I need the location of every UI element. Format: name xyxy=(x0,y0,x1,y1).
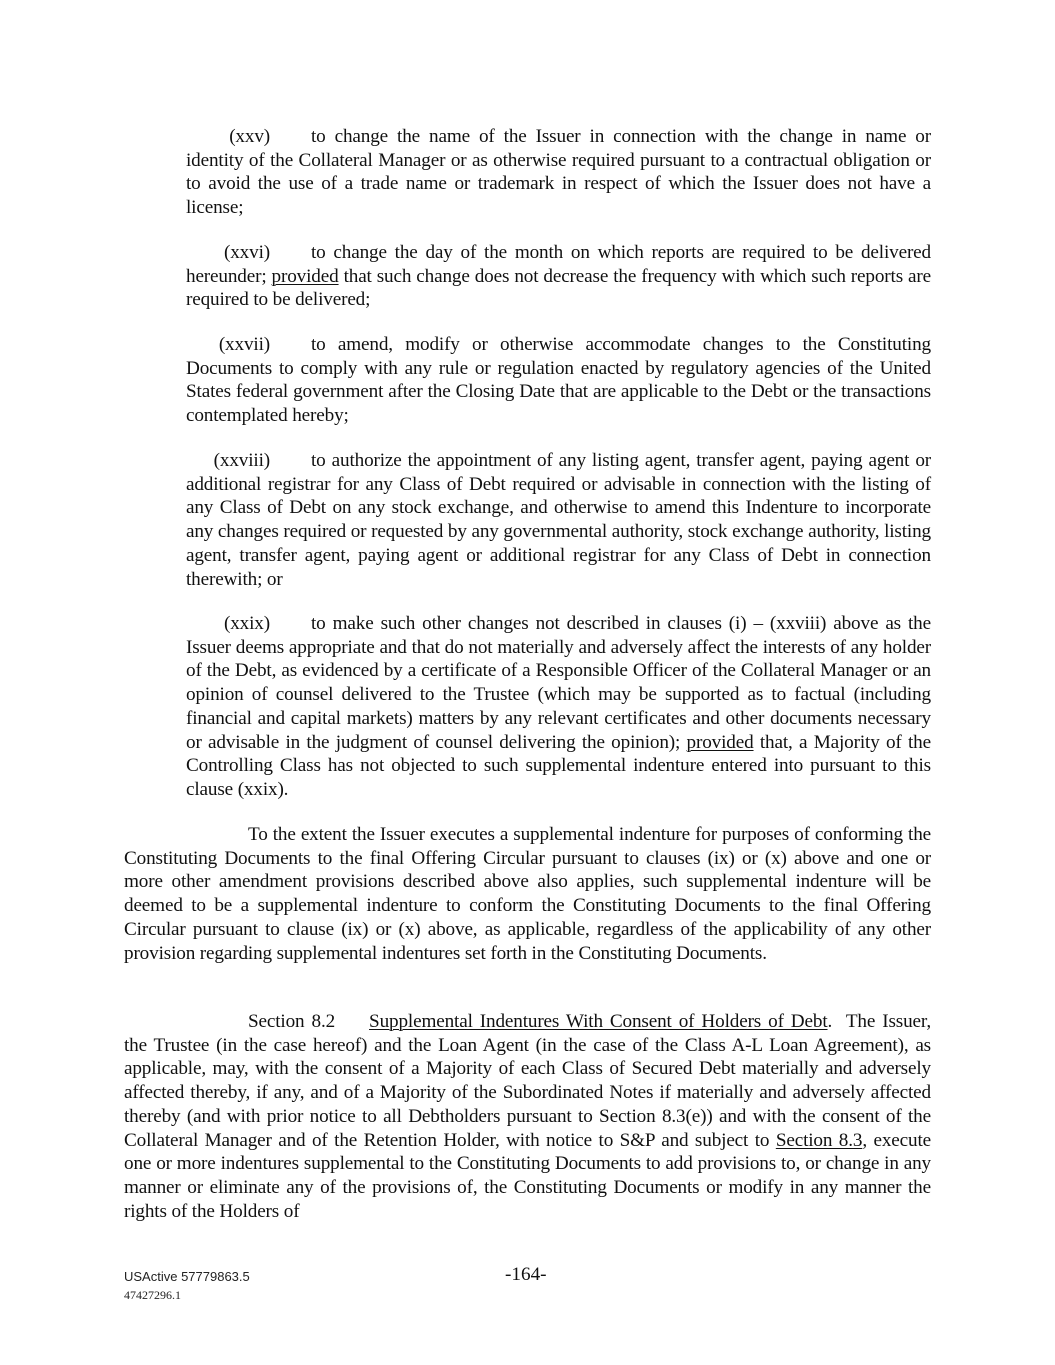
footer-doc-id: USActive 57779863.5 xyxy=(124,1269,250,1284)
clause-text: to authorize the appointment of any listing agent, transfer agent, paying agent or additional registrar for any Class of Debt required or advisable in connection with the listing of any Class of Debt on any stock exchange, and otherwise to amend this Indenture to incorporate any changes required or requested by any governmental authority, stock exchange authority, listing agent, transfer agent, paying agent or additional registrar for any Class of Debt in connection therewith; or xyxy=(186,450,931,590)
section-title-period: . xyxy=(827,1011,833,1032)
clause-xxvii xyxy=(186,333,931,428)
clause-text: to amend, modify or otherwise accommodate changes to the Constituting Documents to comply with any rule or regulation enacted by regulatory agencies of the United States federal government after the Closing Date that are applicable to the Debt or the transactions contemplated hereby; xyxy=(186,334,931,427)
clause-text: to change the day of the month on which reports are required to be delivered hereunder; xyxy=(186,242,931,287)
clause-label: (xxviii) xyxy=(213,450,270,471)
clause-xxix xyxy=(186,612,931,802)
clause-label: (xxv) xyxy=(229,126,270,147)
clause-xxv xyxy=(186,125,931,220)
provided-term: provided xyxy=(686,731,754,753)
section-title: Supplemental Indentures With Consent of Holders of Debt xyxy=(369,1011,828,1032)
section-body: The Issuer, the Trustee (in the case hereof) and the Loan Agent (in the case of the Class A-L Loan Agreement), as applicable, may, with the consent of a Majority of each Class of Secured Debt materially and adversely affected thereby, if any, and of a Majority of the Subordinated Notes if materially and adversely affected thereby (and with prior notice to all Debtholders pursuant to Section 8.3(e)) and with the consent of the Collateral Manager and of the Retention Holder, with notice to S&P and subject to xyxy=(124,1011,936,1151)
footer-doc-id-secondary: 47427296.1 xyxy=(124,1288,181,1302)
clause-text: to make such other changes not described in clauses (i) – (xxviii) above as the Issuer deems appropriate and that do not materially and adversely affect the interests of any holder of the Debt, as evidenced by a certificate of a Responsible Officer of the Collateral Manager or an opinion of counsel delivered to the Trustee (which may be supported as to factual (including financial and capital markets) matters by any relevant certificates and other documents necessary or advisable in the judgment of counsel delivering the opinion); xyxy=(186,613,931,753)
clause-text: that, a Majority of the Controlling Class has not objected to such supplemental indenture entered into pursuant to this clause (xxix). xyxy=(186,731,931,800)
clause-text: that such change does not decrease the frequency with which such reports are required to be delivered; xyxy=(186,265,932,311)
provided-term: provided xyxy=(271,265,339,287)
clause-xxvi xyxy=(186,241,931,312)
section-8-3-reference[interactable]: Section 8.3 xyxy=(775,1129,863,1151)
section-number: Section 8.2 xyxy=(248,1011,336,1032)
clause-label: (xxvii) xyxy=(218,334,270,355)
clause-text: to change the name of the Issuer in connection with the change in name or identity of the Collateral Manager or as otherwise required pursuant to a contractual obligation or to avoid the use of a trade name or trademark in respect of which the Issuer does not have a license; xyxy=(186,126,931,219)
section-8-2-paragraph xyxy=(124,1010,936,1223)
clause-xxviii xyxy=(186,449,931,591)
section-body: , execute one or more indentures supplemental to the Constituting Documents to add provisions to, or change in any manner or eliminate any of the provisions of, the Constituting Documents or modify in any manner the rights of the Holders of xyxy=(124,1129,931,1222)
clause-label: (xxix) xyxy=(224,613,270,634)
clause-label: (xxvi) xyxy=(224,242,270,263)
conforming-paragraph: To the extent the Issuer executes a supplemental indenture for purposes of conforming the Constituting Documents to the final Offering Circular pursuant to clauses (ix) or (x) above and one or more other amendment provisions described above also applies, such supplemental indenture will be deemed to be a supplemental indenture to conform the Constituting Documents to the final Offering Circular pursuant to clause (ix) or (x) above, as applicable, regardless of the applicability of any other provision regarding supplemental indentures set forth in the Constituting Documents. xyxy=(124,824,931,964)
page-number: -164- xyxy=(505,1264,547,1285)
